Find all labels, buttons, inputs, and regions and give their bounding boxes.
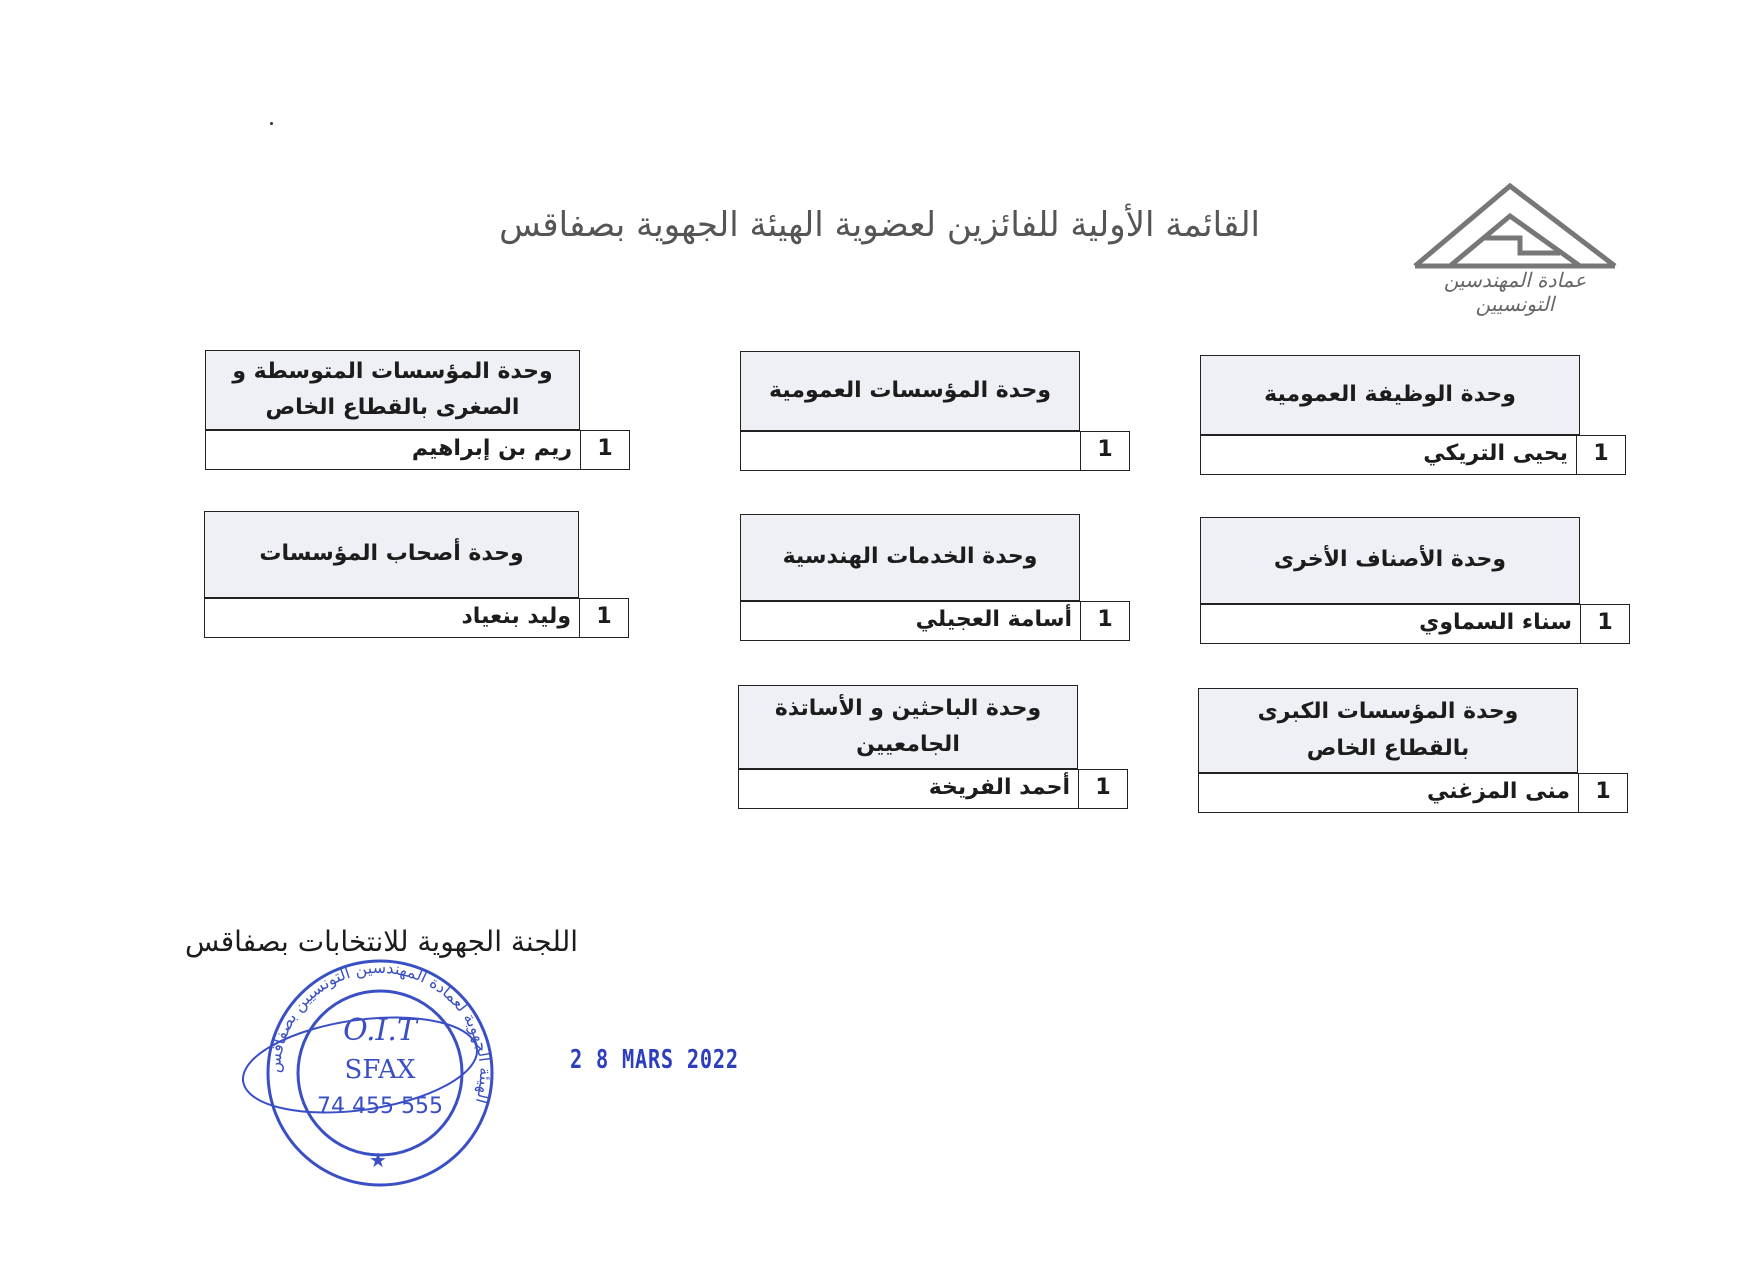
winner-rank: 1 xyxy=(1580,604,1630,644)
winner-name xyxy=(740,431,1080,471)
winner-rank: 1 xyxy=(579,598,629,638)
unit-winner-row xyxy=(205,430,630,470)
winner-rank: 1 xyxy=(1576,435,1626,475)
unit-winner-row xyxy=(204,598,629,638)
winner-name: منى المزغني xyxy=(1198,773,1578,813)
unit-title: وحدة الوظيفة العمومية xyxy=(1200,355,1580,435)
date-stamp: 2 8 MARS 2022 xyxy=(570,1045,739,1075)
winner-rank: 1 xyxy=(580,430,630,470)
unit-title: وحدة الخدمات الهندسية xyxy=(740,514,1080,601)
unit-engineering-services xyxy=(740,514,1130,641)
winner-rank: 1 xyxy=(1578,773,1628,813)
winner-rank: 1 xyxy=(1078,769,1128,809)
svg-text:O.I.T: O.I.T xyxy=(343,1013,417,1048)
unit-other-categories xyxy=(1200,517,1630,644)
winner-name: أحمد الفريخة xyxy=(738,769,1078,809)
unit-public-service xyxy=(1200,355,1626,478)
speck xyxy=(270,122,273,125)
unit-title: وحدة الباحثين و الأساتذة الجامعيين xyxy=(738,685,1078,769)
unit-title: وحدة المؤسسات المتوسطة و الصغرى بالقطاع الخاص xyxy=(205,350,580,430)
unit-public-enterprises xyxy=(740,351,1130,474)
unit-winner-row xyxy=(1200,604,1630,644)
unit-winner-row xyxy=(1198,773,1628,813)
winner-name: أسامة العجيلي xyxy=(740,601,1080,641)
unit-title: وحدة المؤسسات الكبرى بالقطاع الخاص xyxy=(1198,688,1578,773)
unit-researchers-professors xyxy=(738,685,1128,809)
election-committee-signature: اللجنة الجهوية للانتخابات بصفاقس xyxy=(185,925,578,958)
official-seal-stamp xyxy=(240,945,520,1195)
unit-title: وحدة المؤسسات العمومية xyxy=(740,351,1080,431)
unit-winner-row xyxy=(740,601,1130,641)
svg-text:74 455 555: 74 455 555 xyxy=(317,1094,443,1119)
svg-text:SFAX: SFAX xyxy=(344,1055,416,1085)
unit-winner-row xyxy=(740,431,1130,471)
svg-text:★: ★ xyxy=(369,1148,387,1172)
winner-name: وليد بنعياد xyxy=(204,598,579,638)
winner-name: سناء السماوي xyxy=(1200,604,1580,644)
page-title: القائمة الأولية للفائزين لعضوية الهيئة الجهوية بصفاقس xyxy=(499,205,1260,245)
unit-title: وحدة أصحاب المؤسسات xyxy=(204,511,579,598)
unit-sme-private-sector xyxy=(205,350,630,473)
seal-ring-text: الهيئة الجهوية لعمادة المهندسين التونسيين بصفاقس xyxy=(264,957,496,1106)
unit-winner-row xyxy=(738,769,1128,809)
logo-caption: عمادة المهندسين التونسيين xyxy=(1443,268,1587,316)
winner-rank: 1 xyxy=(1080,431,1130,471)
unit-business-owners xyxy=(204,511,629,638)
winner-rank: 1 xyxy=(1080,601,1130,641)
winner-name: ريم بن إبراهيم xyxy=(205,430,580,470)
unit-title: وحدة الأصناف الأخرى xyxy=(1200,517,1580,604)
unit-large-private-enterprises xyxy=(1198,688,1628,813)
unit-winner-row xyxy=(1200,435,1626,475)
winner-name: يحيى التريكي xyxy=(1200,435,1576,475)
